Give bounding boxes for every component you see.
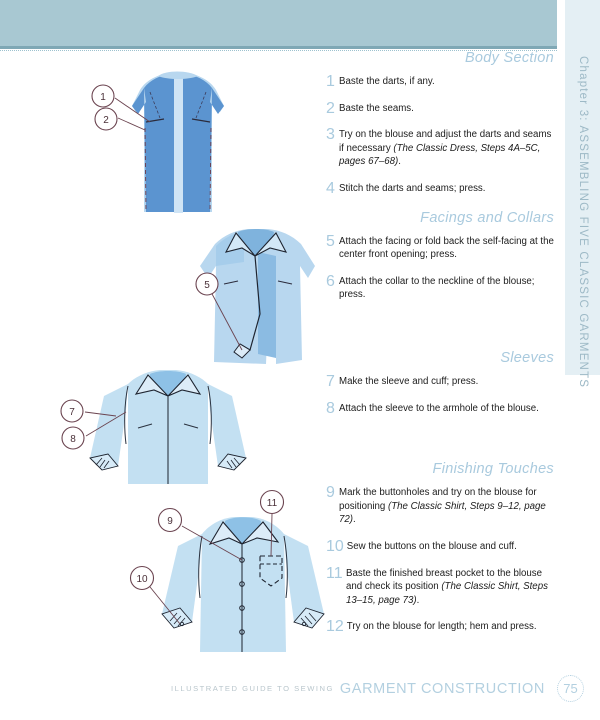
step-item [326, 75, 554, 89]
step-item [326, 272, 554, 302]
step-item [326, 99, 554, 117]
step-number: 1 [326, 73, 335, 90]
illustration-column [0, 46, 326, 666]
step-item [326, 372, 554, 390]
callout-label-1: 1 [100, 92, 106, 103]
step-text: Try on the blouse and adjust the darts and seams if necessary (The Classic Dress, Steps 4A–5C, pages 67–68). [339, 129, 552, 168]
section-heading: Body Section [464, 50, 554, 66]
page-title: THE CLASSIC BLOUSE [353, 694, 586, 716]
section-sleeves [326, 350, 554, 415]
step-text: Mark the buttonholes and try on the blouse for positioning (The Classic Shirt, Steps 9–12, page 72). [339, 487, 546, 526]
step-number: 3 [326, 126, 335, 144]
step-number: 9 [326, 484, 335, 502]
step-reference: (The Classic Dress, Steps 4A–5C, pages 67–68) [339, 142, 541, 168]
callout-label-8: 8 [70, 434, 76, 445]
page-number-badge: 75 [557, 675, 584, 702]
step-reference: (The Classic Shirt, Steps 9–12, page 72) [339, 500, 546, 526]
step-text: Attach the collar to the neckline of the blouse; press. [339, 275, 535, 301]
instruction-list [326, 50, 554, 647]
section-facings-and-collars [326, 210, 554, 302]
step-item [326, 232, 554, 262]
step-number: 6 [326, 272, 335, 290]
callout-label-10: 10 [136, 574, 148, 585]
step-number: 11 [326, 564, 343, 582]
step-reference: (The Classic Shirt, Steps 13–15, page 73) [346, 581, 548, 606]
step-text: Baste the darts, if any. [339, 76, 435, 87]
section-finishing-touches [326, 461, 554, 634]
footer-series-title: ILLUSTRATED GUIDE TO SEWING [171, 684, 334, 693]
section-heading: Finishing Touches [432, 461, 554, 478]
step-text: Try on the blouse for length; hem and press. [346, 621, 537, 633]
step-text: Stitch the darts and seams; press. [339, 182, 486, 194]
leader-line-2 [118, 118, 145, 130]
step-text: Attach the facing or fold back the self-facing at the center front opening; press. [339, 235, 554, 261]
step-number: 2 [326, 99, 335, 117]
step-item [326, 620, 554, 634]
step-text: Sew the buttons on the blouse and cuff. [346, 540, 517, 552]
step-number: 10 [326, 537, 344, 555]
section-heading: Sleeves [500, 349, 554, 366]
section-heading: Facings and Collars [420, 209, 554, 226]
illustration-finished-blouse [130, 486, 330, 666]
step-text: Make the sleeve and cuff; press. [339, 375, 479, 387]
section-body-section [326, 50, 554, 196]
chapter-tab-label: Chapter 3: ASSEMBLING FIVE CLASSIC GARMENTS [577, 56, 589, 389]
illustration-blouse-sleeves [58, 366, 248, 496]
step-number: 12 [326, 618, 344, 636]
step-item [326, 564, 554, 608]
illustration-blouse-collar-facing [180, 222, 330, 372]
step-number: 5 [326, 232, 335, 250]
callout-label-5: 5 [204, 280, 210, 291]
step-text: Baste the seams. [339, 102, 414, 114]
step-number: 4 [326, 179, 335, 197]
callout-label-2: 2 [103, 115, 109, 126]
step-text: Baste the finished breast pocket to the blouse and check its position (The Classic Shirt, Steps 13–15, page 73). [346, 567, 548, 606]
step-number: 7 [326, 372, 335, 390]
step-item [326, 537, 554, 555]
step-item [326, 128, 554, 169]
step-number: 8 [326, 399, 335, 417]
callout-label-9: 9 [167, 516, 173, 527]
step-item [326, 179, 554, 197]
page-header-bar [0, 0, 557, 46]
step-item [326, 486, 554, 527]
callout-label-7: 7 [69, 407, 75, 418]
bodice-center-front [174, 78, 183, 213]
illustration-bodice-basted [88, 62, 268, 227]
step-item [326, 399, 554, 417]
footer-book-title: GARMENT CONSTRUCTION [339, 680, 545, 697]
step-text: Attach the sleeve to the armhole of the blouse. [339, 402, 539, 414]
callout-label-11: 11 [266, 498, 278, 509]
blouse2-underlayer [258, 252, 276, 358]
page-footer [0, 675, 600, 702]
